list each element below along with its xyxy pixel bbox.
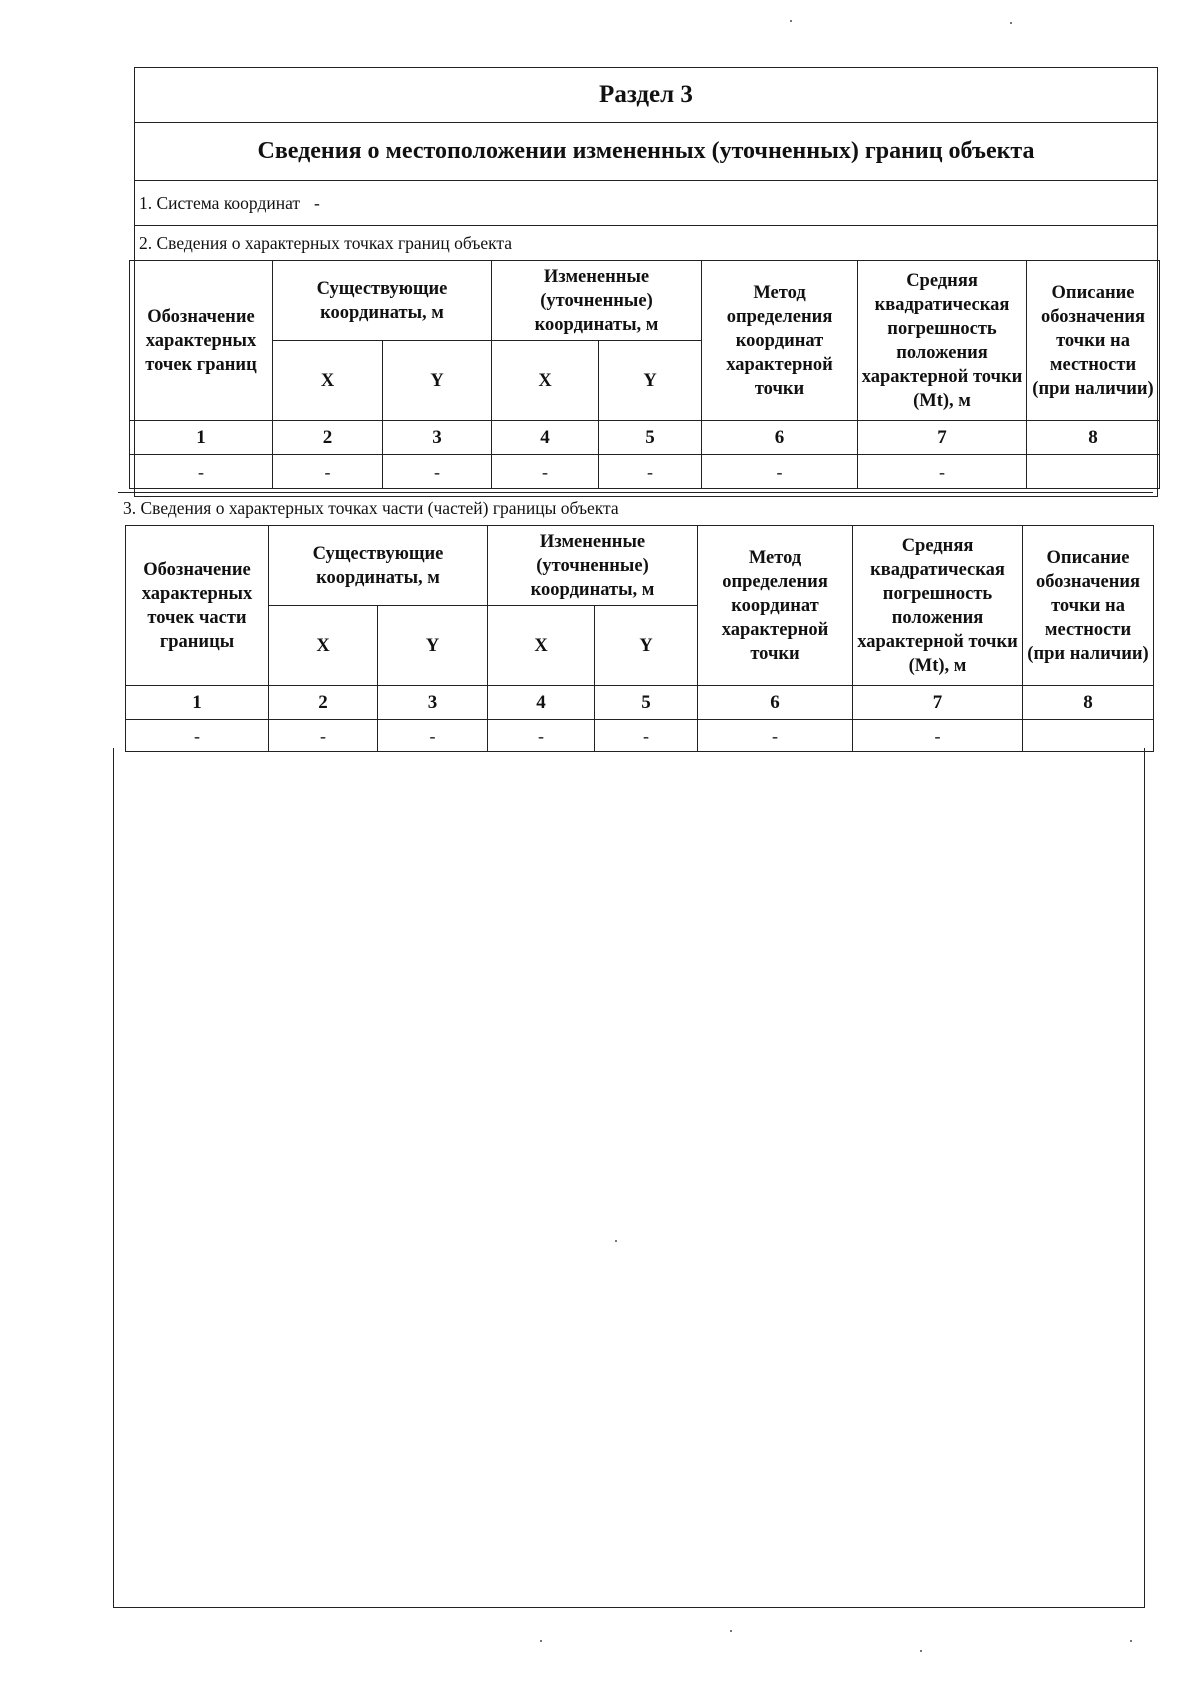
column-number: 3 [383,421,492,455]
scan-speck [730,1630,732,1632]
table-cell: - [492,455,599,489]
column-number: 7 [858,421,1027,455]
section-frame-bottom [113,748,1145,1608]
header-method: Метод определения координат характерной точки [698,526,853,686]
header-y-changed: Y [595,606,698,686]
table-cell: - [488,720,595,752]
points-heading: 2. Сведения о характерных точках границ объекта [139,232,513,253]
header-changed-coords: Измененные (уточненные) координаты, м [492,261,702,341]
header-error: Средняя квадратическая погрешность положения характерной точки (Mt), м [858,261,1027,421]
table-cell: - [595,720,698,752]
table-cell [1023,720,1154,752]
table-cell: - [853,720,1023,752]
column-number: 5 [595,686,698,720]
table-cell: - [130,455,273,489]
column-number: 6 [698,686,853,720]
table-row [130,455,1160,489]
header-designation: Обозначение характерных точек части границы [126,526,269,686]
header-x-changed: X [488,606,595,686]
table-cell: - [383,455,492,489]
column-number-row [130,421,1160,455]
header-existing-coords: Существующие координаты, м [273,261,492,341]
scan-speck [1010,22,1012,24]
table-cell: - [269,720,378,752]
column-number: 2 [269,686,378,720]
scan-speck [790,20,792,22]
header-y-existing: Y [378,606,488,686]
column-number: 4 [488,686,595,720]
table-cell [1027,455,1160,489]
header-description: Описание обозначения точки на местности (при наличии) [1027,261,1160,421]
scan-speck [615,1240,617,1242]
column-number: 1 [126,686,269,720]
section-subtitle: Сведения о местоположении измененных (уточненных) границ объекта [134,123,1158,181]
table-cell: - [698,720,853,752]
header-changed-coords: Измененные (уточненные) координаты, м [488,526,698,606]
header-x-existing: X [269,606,378,686]
column-number: 3 [378,686,488,720]
column-number: 7 [853,686,1023,720]
column-number: 4 [492,421,599,455]
table-cell: - [126,720,269,752]
coordinate-system-label: 1. Система координат [139,192,301,213]
header-x-existing: X [273,341,383,421]
column-number: 5 [599,421,702,455]
header-error: Средняя квадратическая погрешность положения характерной точки (Mt), м [853,526,1023,686]
scan-speck [920,1650,922,1652]
column-number: 2 [273,421,383,455]
header-designation: Обозначение характерных точек границ [130,261,273,421]
table-row [126,720,1154,752]
table-cell: - [599,455,702,489]
coordinate-system-row [134,181,1158,226]
table-cell: - [858,455,1027,489]
scan-speck [540,1640,542,1642]
column-number: 8 [1027,421,1160,455]
column-number: 1 [130,421,273,455]
header-existing-coords: Существующие координаты, м [269,526,488,606]
parts-heading: 3. Сведения о характерных точках части (частей) границы объекта [118,492,1153,524]
header-description: Описание обозначения точки на местности (при наличии) [1023,526,1154,686]
header-method: Метод определения координат характерной точки [702,261,858,421]
boundary-points-table [129,260,1160,489]
scan-speck [1130,1640,1132,1642]
header-y-changed: Y [599,341,702,421]
column-number-row [126,686,1154,720]
header-x-changed: X [492,341,599,421]
coordinate-system-value: - [314,192,320,213]
header-y-existing: Y [383,341,492,421]
column-number: 6 [702,421,858,455]
section-title: Раздел 3 [134,67,1158,123]
column-number: 8 [1023,686,1154,720]
table-cell: - [702,455,858,489]
table-cell: - [378,720,488,752]
table-cell: - [273,455,383,489]
boundary-part-points-table [125,525,1154,752]
